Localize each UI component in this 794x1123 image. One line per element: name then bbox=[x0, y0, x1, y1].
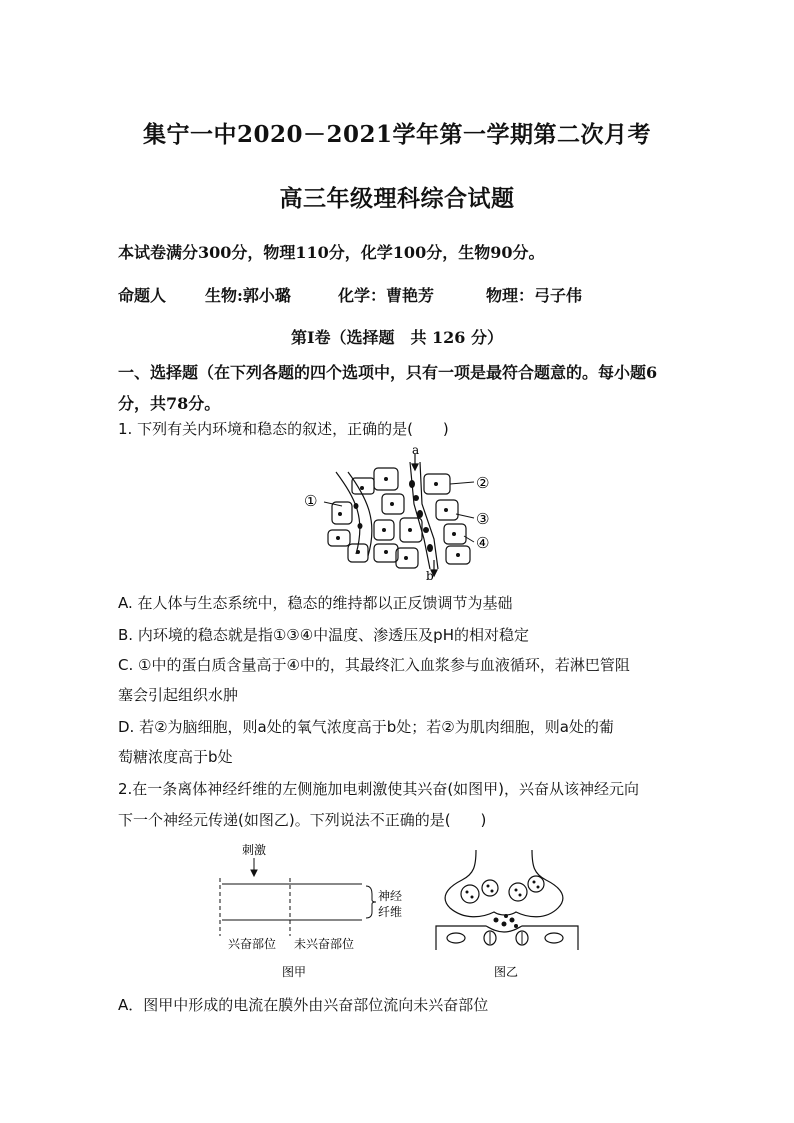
author-bio: 生物:郭小璐 bbox=[205, 286, 291, 305]
q1-option-d-line2: 萄糖浓度高于b处 bbox=[118, 748, 233, 766]
excited-label: 兴奋部位 bbox=[228, 937, 277, 951]
label-3: ③ bbox=[476, 510, 490, 528]
q1-option-a: A. 在人体与生态系统中，稳态的维持都以正反馈调节为基础 bbox=[118, 594, 513, 612]
label-1: ① bbox=[304, 492, 318, 510]
fiber-label-2: 纤维 bbox=[378, 905, 403, 919]
q1-option-c-line1: C. ①中的蛋白质含量高于④中的，其最终汇入血浆参与血液循环，若淋巴管阻 bbox=[118, 656, 630, 674]
label-a: a bbox=[412, 444, 420, 457]
author-phys: 物理：弓子伟 bbox=[486, 286, 583, 305]
unexcited-label: 未兴奋部位 bbox=[294, 937, 355, 951]
figure-jia-caption: 图甲 bbox=[282, 965, 307, 979]
question-1-stem: 1. 下列有关内环境和稳态的叙述，正确的是( ) bbox=[118, 420, 449, 438]
exam-subtitle: 高三年级理科综合试题 bbox=[279, 185, 515, 212]
instruction-line-1: 一、选择题（在下列各题的四个选项中，只有一项是最符合题意的。每小题6 bbox=[118, 363, 658, 382]
author-chem: 化学：曹艳芳 bbox=[338, 286, 435, 305]
q2-option-a: A．图甲中形成的电流在膜外由兴奋部位流向未兴奋部位 bbox=[118, 996, 489, 1014]
fiber-label-1: 神经 bbox=[378, 889, 403, 903]
exam-title: 集宁一中2020－2021学年第一学期第二次月考 bbox=[142, 121, 652, 148]
authors-label: 命题人 bbox=[118, 286, 167, 305]
score-line: 本试卷满分300分，物理110分，化学100分，生物90分。 bbox=[118, 243, 545, 262]
instruction-line-2: 分，共78分。 bbox=[118, 394, 221, 413]
question-2-stem-line2: 下一个神经元传递(如图乙)。下列说法不正确的是( ) bbox=[118, 811, 487, 829]
q1-option-b: B. 内环境的稳态就是指①③④中温度、渗透压及pH的相对稳定 bbox=[118, 626, 529, 644]
section-heading: 第Ⅰ卷（选择题 共 126 分） bbox=[290, 328, 504, 347]
label-b: b bbox=[426, 569, 434, 583]
label-4: ④ bbox=[476, 534, 490, 552]
figure-yi-caption: 图乙 bbox=[494, 965, 519, 979]
synapse-diagram bbox=[432, 846, 582, 982]
q1-option-c-line2: 塞会引起组织水肿 bbox=[118, 686, 239, 704]
stimulus-label: 刺激 bbox=[242, 843, 267, 857]
tissue-fluid-diagram bbox=[296, 444, 506, 584]
q1-option-d-line1: D. 若②为脑细胞，则a处的氧气浓度高于b处；若②为肌肉细胞，则a处的葡 bbox=[118, 718, 614, 736]
label-2: ② bbox=[476, 474, 490, 492]
question-2-stem-line1: 2.在一条离体神经纤维的左侧施加电刺激使其兴奋(如图甲)，兴奋从该神经元向 bbox=[118, 780, 640, 798]
nerve-fiber-diagram bbox=[214, 838, 414, 983]
